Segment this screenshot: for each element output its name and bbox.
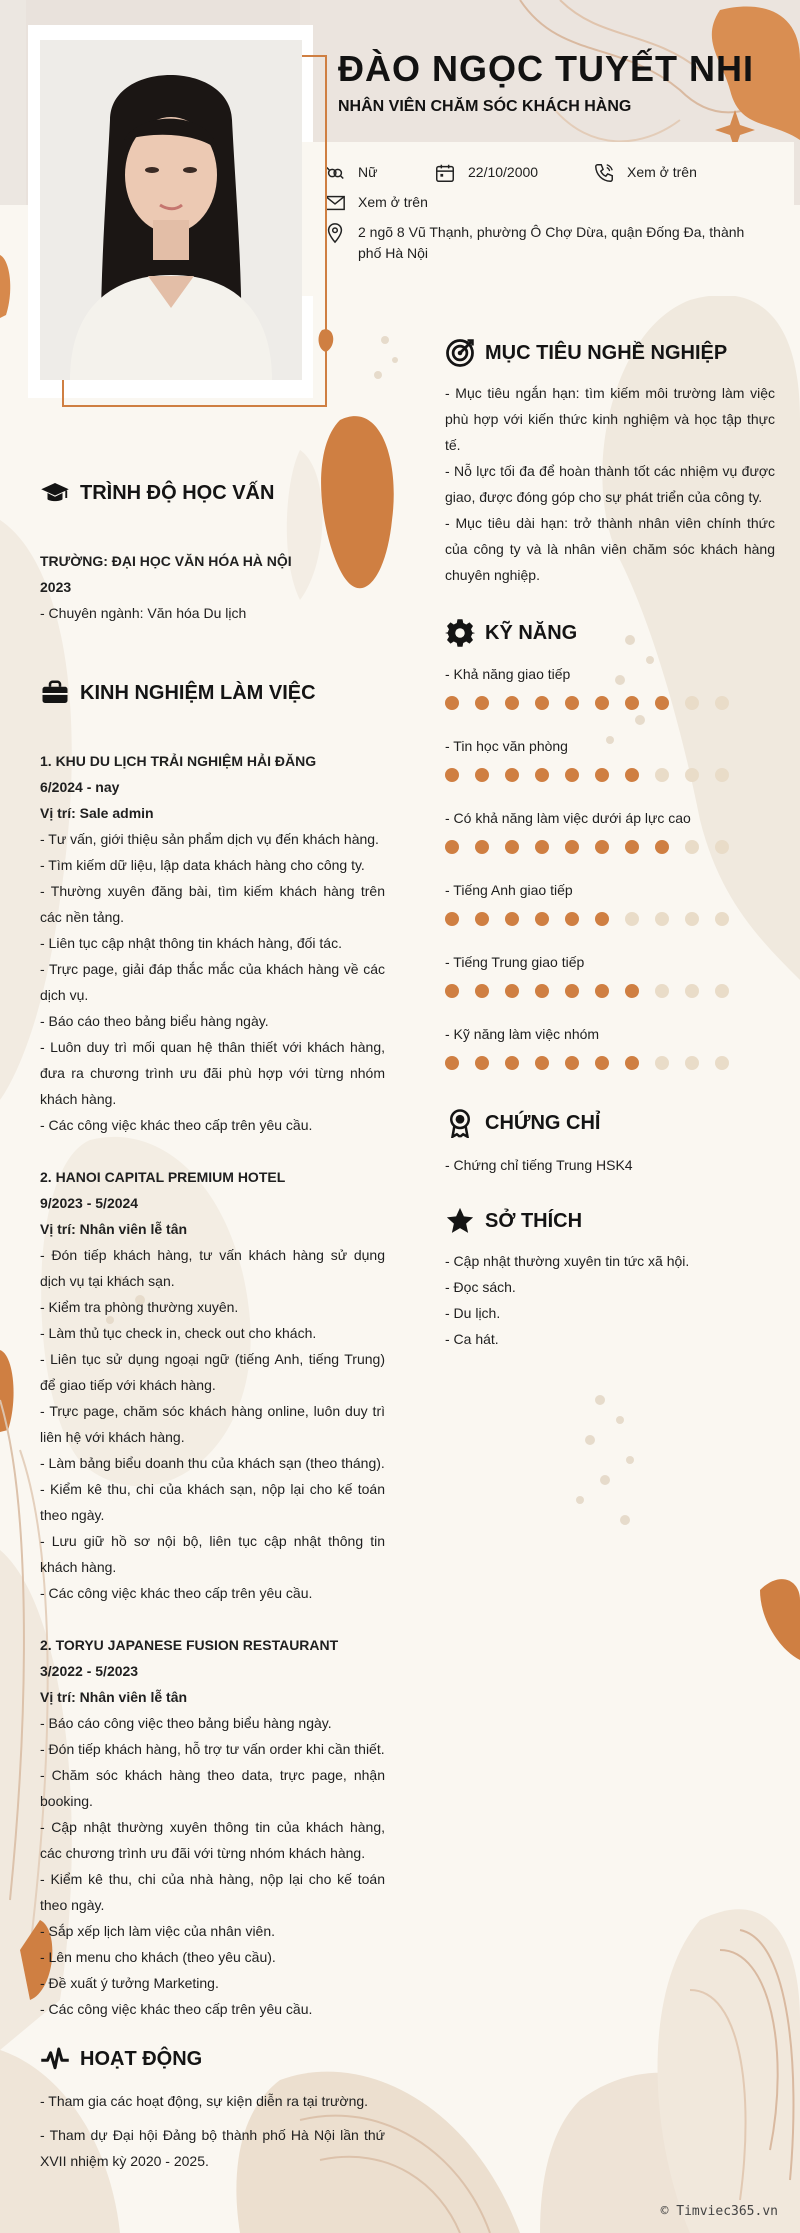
job-company: 2. HANOI CAPITAL PREMIUM HOTEL: [40, 1169, 286, 1185]
job-period: 3/2022 - 5/2023: [40, 1663, 139, 1679]
job-task: - Trực page, chăm sóc khách hàng online, luôn duy trì liên hệ với khách hàng.: [40, 1403, 385, 1445]
rating-dot-filled: [595, 696, 609, 710]
job-task: - Luôn duy trì mối quan hệ thân thiết với khách hàng, đưa ra chương trình ưu đãi phù hợp với từng nhóm khách hàng.: [40, 1039, 385, 1107]
rating-dot-filled: [595, 840, 609, 854]
rating-dot-filled: [565, 1056, 579, 1070]
rating-dot-filled: [535, 1056, 549, 1070]
rating-dot-filled: [595, 912, 609, 926]
job-task: - Lưu giữ hồ sơ nội bộ, liên tục cập nhật thông tin khách hàng.: [40, 1533, 385, 1575]
rating-dot-empty: [715, 696, 729, 710]
hobbies-title: SỞ THÍCH: [485, 1209, 583, 1232]
rating-dot-empty: [685, 1056, 699, 1070]
skill-rating: [445, 984, 775, 998]
rating-dot-empty: [655, 768, 669, 782]
job-task: - Thường xuyên đăng bài, tìm kiếm khách hàng trên các nền tảng.: [40, 883, 385, 925]
star-icon: [445, 1206, 475, 1236]
education-title: TRÌNH ĐỘ HỌC VẤN: [80, 481, 275, 504]
rating-dot-empty: [715, 840, 729, 854]
rating-dot-filled: [535, 768, 549, 782]
skill-rating: [445, 912, 775, 926]
gear-icon: [445, 618, 475, 648]
job-task: - Chăm sóc khách hàng theo data, trực page, nhận booking.: [40, 1767, 385, 1809]
objective-item: - Nỗ lực tối đa để hoàn thành tốt các nhiệm vụ được giao, được đóng góp cho sự phát triển của công ty.: [445, 463, 775, 505]
rating-dot-empty: [685, 768, 699, 782]
skill-label: - Có khả năng làm việc dưới áp lực cao: [445, 810, 691, 826]
briefcase-icon: [40, 678, 70, 708]
certificates-content: [445, 1152, 775, 1178]
hobby-item: - Đọc sách.: [445, 1279, 516, 1295]
rating-dot-filled: [505, 696, 519, 710]
rating-dot-empty: [655, 984, 669, 998]
skill-label: - Tin học văn phòng: [445, 738, 568, 754]
objective-item: - Mục tiêu ngắn hạn: tìm kiếm môi trường làm việc phù hợp với kiến thức kinh nghiệm và học tập thực tế.: [445, 385, 775, 453]
contact-address: [324, 222, 764, 264]
job-task: - Cập nhật thường xuyên thông tin của khách hàng, các chương trình ưu đãi với từng nhóm khách hàng.: [40, 1819, 385, 1861]
contact-gender: [324, 162, 377, 184]
job-task: - Báo cáo công việc theo bảng biểu hàng ngày.: [40, 1715, 332, 1731]
rating-dot-empty: [715, 768, 729, 782]
rating-dot-filled: [475, 696, 489, 710]
objective-title: MỤC TIÊU NGHỀ NGHIỆP: [485, 341, 728, 364]
target-icon: [445, 338, 475, 368]
skill-label: - Kỹ năng làm việc nhóm: [445, 1026, 600, 1042]
activities-section-title: [40, 2044, 202, 2074]
profile-photo: [40, 40, 302, 380]
rating-dot-filled: [475, 984, 489, 998]
rating-dot-filled: [535, 984, 549, 998]
job-task: - Tư vấn, giới thiệu sản phẩm dịch vụ đến khách hàng.: [40, 831, 379, 847]
experience-job-1: [40, 748, 385, 1138]
job-company: 1. KHU DU LỊCH TRẢI NGHIỆM HẢI ĐĂNG: [40, 753, 317, 769]
rating-dot-filled: [595, 768, 609, 782]
pulse-icon: [40, 2044, 70, 2074]
rating-dot-filled: [505, 768, 519, 782]
activities-title: HOẠT ĐỘNG: [80, 2047, 203, 2070]
rating-dot-empty: [715, 984, 729, 998]
rating-dot-filled: [625, 696, 639, 710]
address-value: 2 ngõ 8 Vũ Thạnh, phường Ô Chợ Dừa, quận Đống Đa, thành phố Hà Nội: [358, 224, 745, 261]
rating-dot-empty: [685, 696, 699, 710]
job-period: 6/2024 - nay: [40, 779, 120, 795]
rating-dot-filled: [475, 840, 489, 854]
activities-content: [40, 2088, 385, 2174]
education-year: 2023: [40, 579, 72, 595]
rating-dot-filled: [625, 984, 639, 998]
job-task: - Trực page, giải đáp thắc mắc của khách hàng về các dịch vụ.: [40, 961, 385, 1003]
rating-dot-filled: [655, 840, 669, 854]
objective-content: [445, 380, 775, 588]
gender-icon: [324, 162, 346, 184]
rating-dot-filled: [565, 984, 579, 998]
job-task: - Sắp xếp lịch làm việc của nhân viên.: [40, 1923, 276, 1939]
rating-dot-filled: [445, 1056, 459, 1070]
rating-dot-filled: [565, 696, 579, 710]
rating-dot-empty: [685, 984, 699, 998]
rating-dot-empty: [685, 840, 699, 854]
email-value: Xem ở trên: [358, 194, 428, 210]
location-pin-icon: [324, 222, 346, 244]
skills-list: [445, 666, 775, 1098]
rating-dot-filled: [625, 1056, 639, 1070]
job-position: Vị trí: Nhân viên lễ tân: [40, 1221, 188, 1237]
footer-watermark: © Timviec365.vn: [660, 2204, 778, 2219]
contact-panel: [296, 142, 794, 296]
rating-dot-filled: [565, 768, 579, 782]
skill-label: - Khả năng giao tiếp: [445, 666, 571, 682]
skill-label: - Tiếng Anh giao tiếp: [445, 882, 573, 898]
rating-dot-filled: [475, 1056, 489, 1070]
job-task: - Báo cáo theo bảng biểu hàng ngày.: [40, 1013, 269, 1029]
experience-job-3: [40, 1632, 385, 2022]
rating-dot-filled: [595, 1056, 609, 1070]
certificates-title: CHỨNG CHỈ: [485, 1111, 601, 1134]
education-content: [40, 548, 385, 626]
skill-item: [445, 666, 775, 738]
rating-dot-filled: [625, 768, 639, 782]
hobbies-section-title: [445, 1206, 582, 1236]
skill-item: [445, 810, 775, 882]
job-task: - Làm bảng biểu doanh thu của khách sạn (theo tháng).: [40, 1455, 385, 1471]
rating-dot-filled: [595, 984, 609, 998]
rating-dot-filled: [505, 1056, 519, 1070]
job-task: - Các công việc khác theo cấp trên yêu cầu.: [40, 2001, 313, 2017]
rating-dot-filled: [505, 912, 519, 926]
rating-dot-filled: [535, 696, 549, 710]
job-task: - Làm thủ tục check in, check out cho khách.: [40, 1325, 317, 1341]
job-task: - Liên tục sử dụng ngoại ngữ (tiếng Anh, tiếng Trung) để giao tiếp với khách hàng.: [40, 1351, 385, 1393]
rating-dot-filled: [565, 912, 579, 926]
experience-section-title: [40, 678, 316, 708]
rating-dot-filled: [505, 984, 519, 998]
job-task: - Các công việc khác theo cấp trên yêu cầu.: [40, 1585, 313, 1601]
objective-item: - Mục tiêu dài hạn: trở thành nhân viên chính thức của công ty và là nhân viên chăm sóc khách hàng chuyên nghiệp.: [445, 515, 775, 583]
gender-value: Nữ: [358, 164, 378, 180]
skill-rating: [445, 768, 775, 782]
job-task: - Đón tiếp khách hàng, hỗ trợ tư vấn order khi cần thiết.: [40, 1741, 385, 1757]
job-title: NHÂN VIÊN CHĂM SÓC KHÁCH HÀNG: [338, 98, 632, 115]
hobbies-content: [445, 1248, 775, 1352]
rating-dot-filled: [475, 768, 489, 782]
job-task: - Tìm kiếm dữ liệu, lập data khách hàng cho công ty.: [40, 857, 365, 873]
contact-email: [324, 192, 428, 214]
dob-value: 22/10/2000: [468, 164, 539, 180]
candidate-name: ĐÀO NGỌC TUYẾT NHI: [338, 48, 755, 89]
skill-rating: [445, 1056, 775, 1070]
rating-dot-filled: [565, 840, 579, 854]
calendar-icon: [434, 162, 456, 184]
rating-dot-empty: [655, 912, 669, 926]
phone-icon: [593, 162, 615, 184]
hobby-item: - Cập nhật thường xuyên tin tức xã hội.: [445, 1253, 690, 1269]
experience-title: KINH NGHIỆM LÀM VIỆC: [80, 681, 316, 704]
rating-dot-filled: [505, 840, 519, 854]
skill-rating: [445, 696, 775, 710]
rating-dot-filled: [535, 840, 549, 854]
phone-value: Xem ở trên: [627, 164, 697, 180]
objective-section-title: [445, 338, 727, 368]
rating-dot-empty: [715, 912, 729, 926]
rating-dot-empty: [625, 912, 639, 926]
skill-item: [445, 882, 775, 954]
skill-item: [445, 738, 775, 810]
job-position: Vị trí: Sale admin: [40, 805, 154, 821]
job-position: Vị trí: Nhân viên lễ tân: [40, 1689, 188, 1705]
contact-phone: [593, 162, 697, 184]
certificate-item: - Chứng chỉ tiếng Trung HSK4: [445, 1157, 633, 1173]
skill-item: [445, 954, 775, 1026]
skill-rating: [445, 840, 775, 854]
job-task: - Đề xuất ý tưởng Marketing.: [40, 1975, 219, 1991]
job-task: - Kiểm kê thu, chi của khách sạn, nộp lại cho kế toán theo ngày.: [40, 1481, 385, 1523]
email-icon: [324, 192, 346, 214]
rating-dot-filled: [445, 840, 459, 854]
award-ribbon-icon: [445, 1108, 475, 1138]
education-school: TRƯỜNG: ĐẠI HỌC VĂN HÓA HÀ NỘI: [40, 553, 292, 569]
rating-dot-empty: [715, 1056, 729, 1070]
activity-item: - Tham dự Đại hội Đảng bộ thành phố Hà Nội lần thứ XVII nhiệm kỳ 2020 - 2025.: [40, 2127, 385, 2169]
graduation-cap-icon: [40, 478, 70, 508]
skills-section-title: [445, 618, 577, 648]
activity-item: - Tham gia các hoạt động, sự kiện diễn ra tại trường.: [40, 2093, 369, 2109]
rating-dot-filled: [625, 840, 639, 854]
rating-dot-filled: [445, 912, 459, 926]
hobby-item: - Ca hát.: [445, 1331, 499, 1347]
job-task: - Đón tiếp khách hàng, tư vấn khách hàng sử dụng dịch vụ tại khách sạn.: [40, 1247, 385, 1289]
skill-label: - Tiếng Trung giao tiếp: [445, 954, 585, 970]
rating-dot-empty: [655, 1056, 669, 1070]
job-task: - Kiểm tra phòng thường xuyên.: [40, 1299, 239, 1315]
rating-dot-filled: [445, 696, 459, 710]
contact-dob: [434, 162, 538, 184]
experience-job-2: [40, 1164, 385, 1606]
certificates-section-title: [445, 1108, 600, 1138]
rating-dot-filled: [655, 696, 669, 710]
rating-dot-filled: [535, 912, 549, 926]
job-period: 9/2023 - 5/2024: [40, 1195, 139, 1211]
rating-dot-filled: [445, 984, 459, 998]
rating-dot-filled: [445, 768, 459, 782]
hobby-item: - Du lịch.: [445, 1305, 501, 1321]
skill-item: [445, 1026, 775, 1098]
skills-title: KỸ NĂNG: [485, 621, 578, 644]
job-task: - Các công việc khác theo cấp trên yêu cầu.: [40, 1117, 313, 1133]
education-major: - Chuyên ngành: Văn hóa Du lịch: [40, 605, 247, 621]
rating-dot-filled: [475, 912, 489, 926]
job-task: - Lên menu cho khách (theo yêu cầu).: [40, 1949, 276, 1965]
job-task: - Kiểm kê thu, chi của nhà hàng, nộp lại cho kế toán theo ngày.: [40, 1871, 385, 1913]
job-task: - Liên tục cập nhật thông tin khách hàng, đối tác.: [40, 935, 342, 951]
rating-dot-empty: [685, 912, 699, 926]
job-company: 2. TORYU JAPANESE FUSION RESTAURANT: [40, 1637, 339, 1653]
education-section-title: [40, 478, 274, 508]
